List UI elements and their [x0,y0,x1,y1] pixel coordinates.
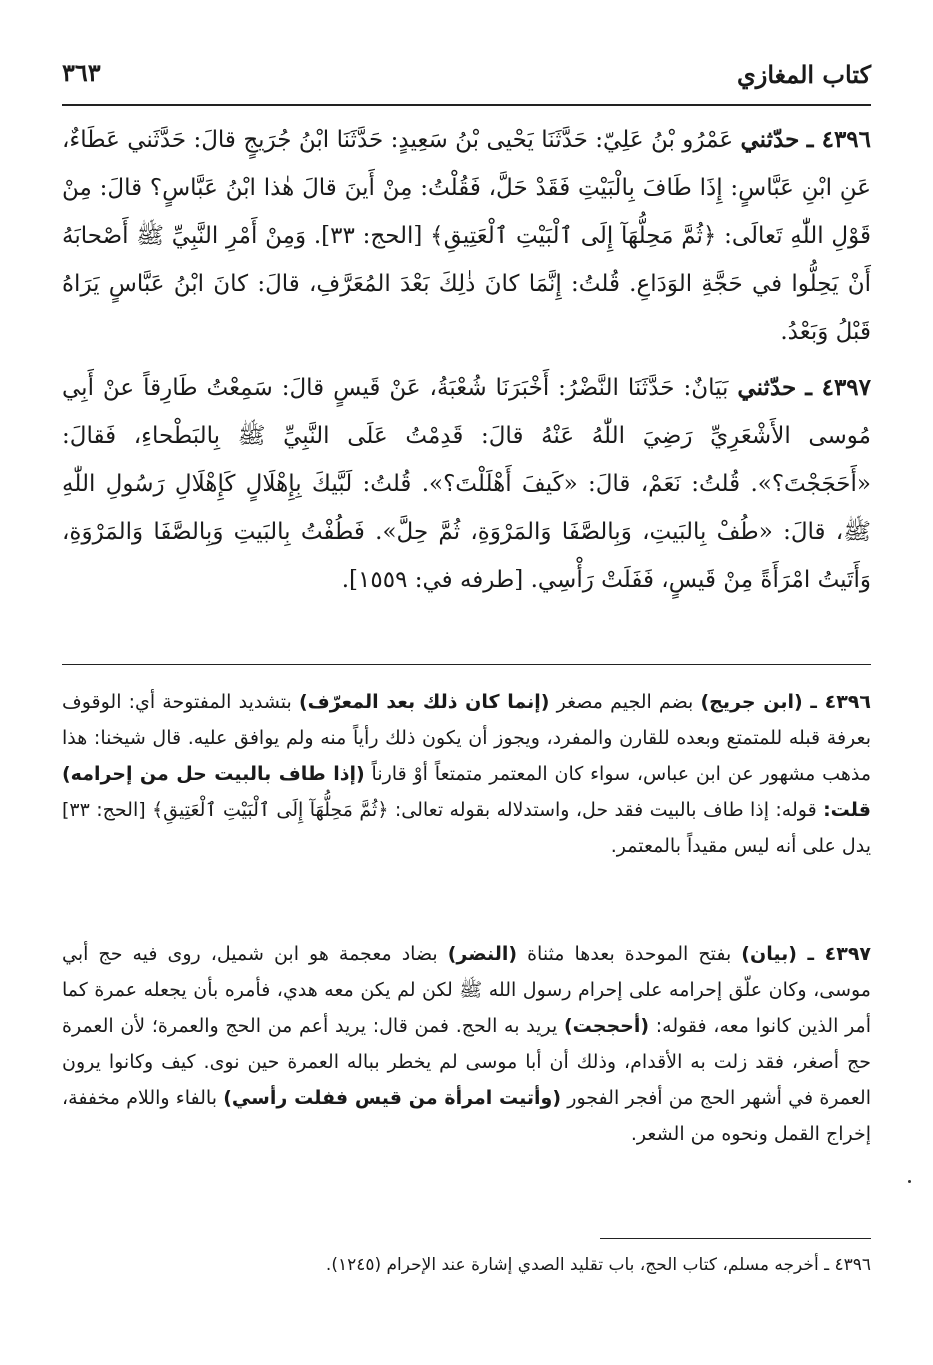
commentary-text: بفتح الموحدة بعدها مثناة [517,943,742,965]
hadith-number: ٤٣٩٦ ـ [806,126,872,153]
hadith-4397 [62,364,871,604]
commentary-text: بتشديد المفتوحة أي: الوقوف بعرفة قبله للمتمتع وبعده للقارن والمفرد، ويجوز أن يكون ذلك رأياً منه ولم يوافق عليه. قال شيخنا: هذا مذهب مشهور عن ابن عباس، سواء كان المعتمر متمتعاً أوْ قارناً [62,691,871,785]
commentary-text: بضاد معجمة هو ابن شميل، روى فيه حج أبي موسى، وكان علّق إحرامه على إحرام رسول الله ﷺ لكن لم يكن معه هدي، فأمره بأن يجعله عمرة كما أمر الذين كانوا معه، فقوله: [62,943,872,1037]
header-rule [62,104,871,106]
commentary-paragraph [62,936,871,1152]
section-divider [62,664,871,665]
commentary-4397 [62,936,871,1152]
footnote-text: ٤٣٩٦ ـ أخرجه مسلم، كتاب الحج، باب تقليد الصدي إشارة عند الإحرام (١٢٤٥). [325,1255,871,1275]
commentary-4396 [62,684,871,864]
commentary-text: يريد به الحج. فمن قال: يريد أعم من الحج والعمرة؛ لأن العمرة حج أصغر، فقد زلت به الأقدام، وذلك أن أبا موسى لم يخطر بباله العمرة حين نوى. كيف وكانوا يرون العمرة في أشهر الحج من أفجر الفجور [62,1015,871,1109]
commentary-text: قوله: إذا طاف بالبيت فقد حل، واستدلاله بقوله تعالى: ﴿ثُمَّ مَحِلُّهَآ إِلَى ٱلْبَيْتِ ٱلْعَتِيقِ﴾ [الحج: ٣٣] يدل على أنه ليس مقيداً بالمعتمر. [62,799,871,857]
commentary-quote: (وأتيت امرأة من قيس ففلت رأسي) [223,1087,562,1109]
commentary-text: بضم الجيم مصغر [549,691,701,713]
commentary-paragraph [62,684,871,864]
commentary-quote: (ابن جريج) [700,691,803,713]
commentary-quote: (أحججت) [563,1015,650,1037]
commentary-quote: (إذا طاف بالبيت حل من إحرامه) قلت: [62,763,871,821]
scan-mark [908,1180,911,1183]
commentary-number: ٤٣٩٦ ـ [802,691,871,713]
hadith-4396 [62,116,871,356]
hadith-number: ٤٣٩٧ ـ [805,374,872,401]
hadith-narration-verb: حدّثني [737,374,797,401]
hadith-text: عَمْرُو بْنُ عَلِيّ: حَدَّثَنَا يَحْيى بْنُ سَعِيدٍ: حَدَّثَنَا ابْنُ جُرَيجٍ قالَ: حَدَّثَني عَطَاءٌ، عَنِ ابْنِ عَبَّاسٍ: إِذَا طَافَ بِالْبَيْتِ فَقَدْ حَلَّ، فَقُلْتُ: مِنْ أَينَ قالَ هٰذا ابْنُ عَبَّاسٍ؟ قالَ: مِنْ قَوْلِ اللّٰهِ تَعالَى: ﴿ثُمَّ مَحِلُّهَآ إِلَى ٱلْبَيْتِ ٱلْعَتِيقِ﴾ [الحج: ٣٣]. وَمِنْ أَمْرِ النَّبِيِّ ﷺ أَصْحابَهُ أَنْ يَحِلُّوا في حَجَّةِ الوَدَاعِ. قُلتُ: إِنَّمَا كانَ ذٰلِكَ بَعْدَ المُعَرَّفِ، قالَ: كانَ ابْنُ عَبَّاسٍ يَرَاهُ قَبْلُ وَبَعْدُ. [62,127,871,345]
footnote [62,1250,871,1280]
footnote-rule [600,1238,871,1239]
page-number: ٣٦٣ [62,58,101,87]
running-title: كتاب المغازي [736,60,871,89]
hadith-paragraph [62,116,871,356]
commentary-quote: (إنما كان ذلك بعد المعرّف) [298,691,550,713]
page-header [62,54,871,98]
commentary-text: بالفاء واللام مخففة، إخراج القمل ونحوه من الشعر. [62,1087,871,1145]
hadith-narration-verb: حدّثني [740,126,800,153]
hadith-text: بَيَانٌ: حَدَّثَنَا النَّضْرُ: أَخْبَرَنَا شُعْبَةُ، عَنْ قَيسٍ قالَ: سَمِعْتُ طَارِقاً عنْ أَبِي مُوسى الأَشْعَرِيِّ رَضِيَ اللّٰهُ عَنْهُ قالَ: قَدِمْتُ عَلَى النَّبِيِّ ﷺ بِالبَطْحاءِ، فَقالَ: «أَحَجَجْتَ؟». قُلتُ: نَعَمْ، قالَ: «كَيفَ أَهْلَلْتَ؟». قُلتُ: لَبَّيكَ بِإِهْلَالٍ كَإِهْلَالِ رَسُولِ اللّٰهِ ﷺ، قالَ: «طُفْ بِالبَيتِ، وَبِالصَّفَا وَالمَرْوَةِ، ثُمَّ حِلَّ». فَطُفْتُ بِالبَيتِ وَبِالصَّفَا وَالمَرْوَةِ، وَأَتَيتُ امْرَأَةً مِنْ قَيسٍ، فَفَلَتْ رَأْسِي. [طرفه في: ١٥٥٩]. [62,375,871,593]
commentary-quote: (النضر) [447,943,518,965]
hadith-paragraph [62,364,871,604]
commentary-number: ٤٣٩٧ ـ [796,943,872,965]
commentary-quote: (بيان) [741,943,797,965]
